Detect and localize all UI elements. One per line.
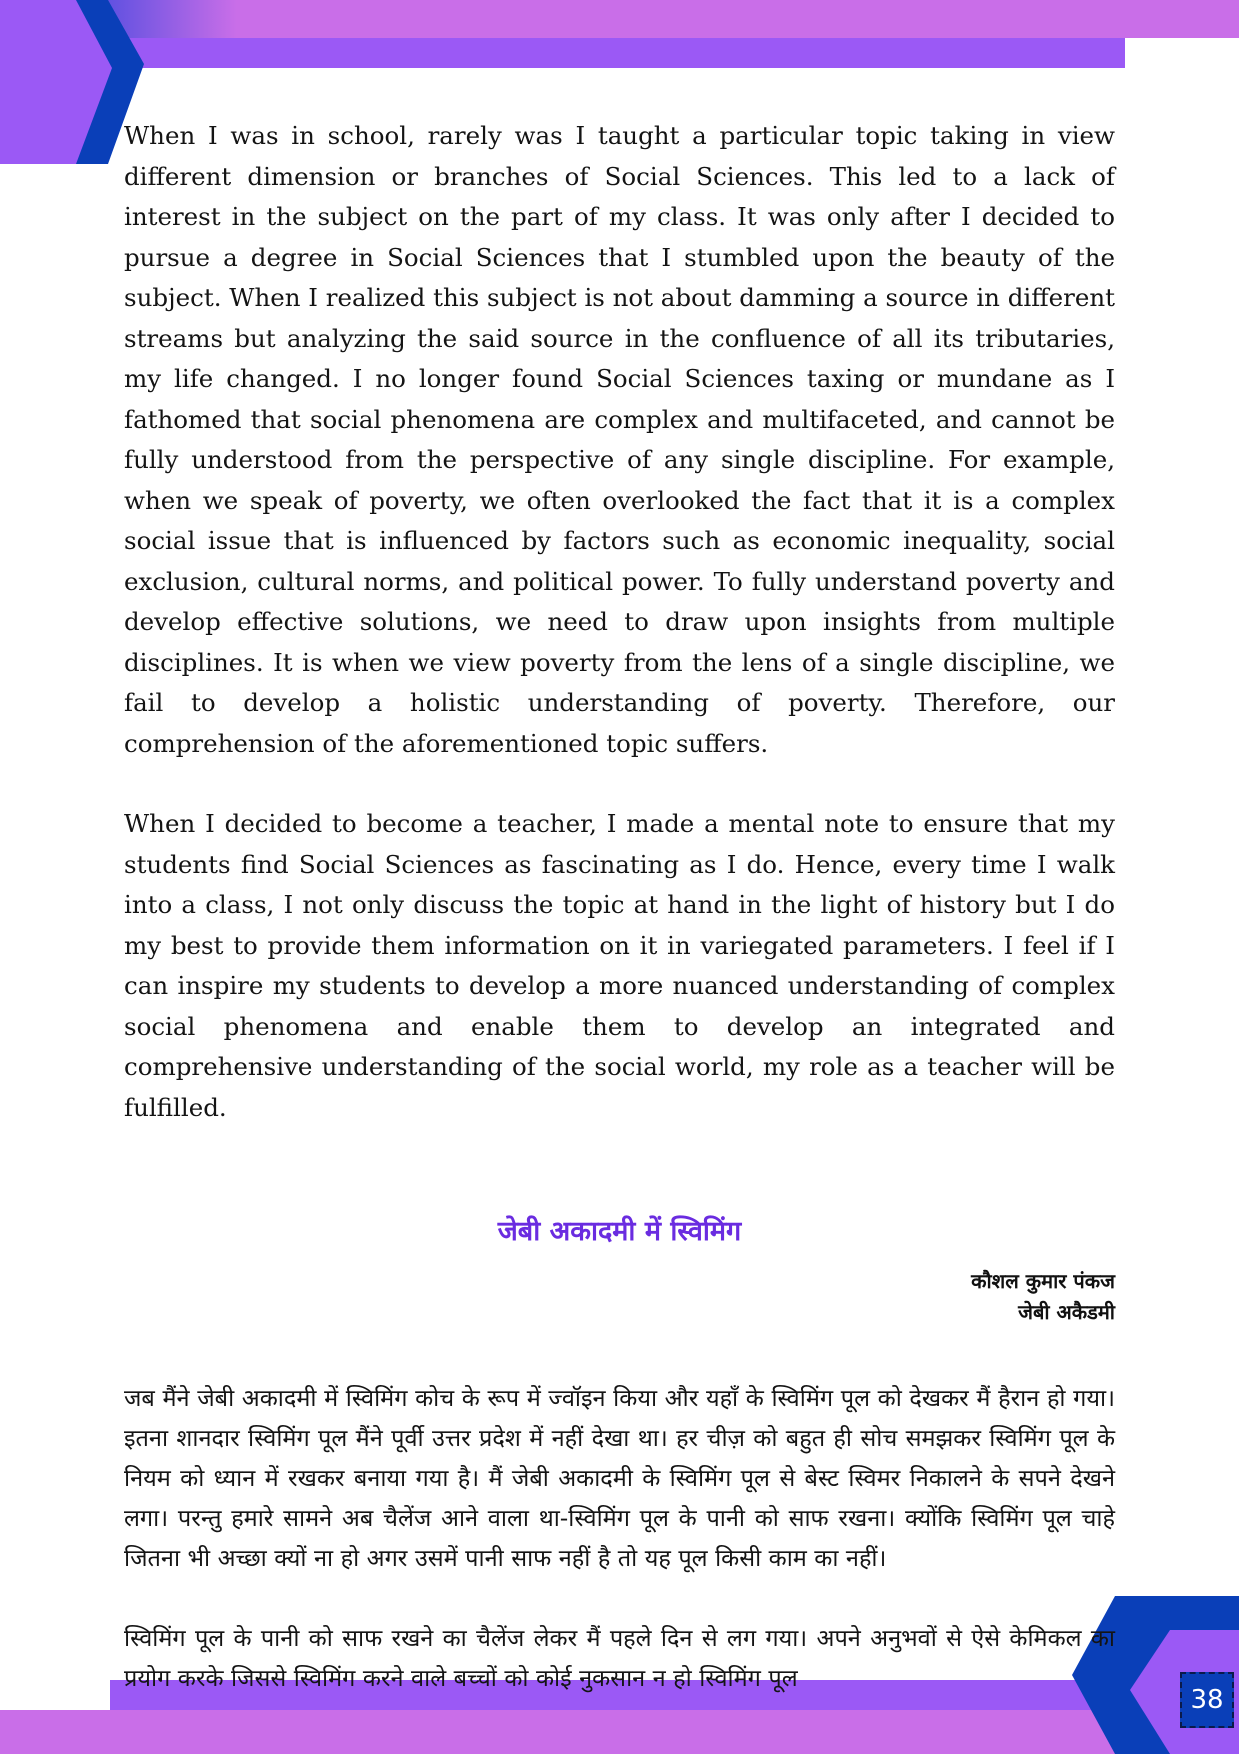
author-organization: जेबी अकैडमी xyxy=(1018,1300,1115,1324)
english-paragraph-1: When I was in school, rarely was I taught a particular topic taking in view different dimension or branches of Social Sciences. This led to a lack of interest in the subject on the part of my class. It was only after I decided to pursue a degree in Social Sciences that I stumbled upon the beauty of the subject. When I realized this subject is not about damming a source in different streams but analyzing the said source in the confluence of all its tributaries, my life changed. I no longer found Social Sciences taxing or mundane as I fathomed that social phenomena are complex and multifaceted, and cannot be fully understood from the perspective of any single discipline. For example, when we speak of poverty, we often overlooked the fact that it is a complex social issue that is influenced by factors such as economic inequality, social exclusion, cultural norms, and political power. To fully understand poverty and develop effective solutions, we need to draw upon insights from multiple disciplines. It is when we view poverty from the lens of a single discipline, we fail to develop a holistic understanding of poverty. Therefore, our comprehension of the aforementioned topic suffers. xyxy=(124,121,1115,758)
english-article xyxy=(124,116,1115,1128)
top-band xyxy=(100,0,1239,38)
bottom-bar-lower xyxy=(0,1710,1160,1754)
page-content xyxy=(124,116,1115,1698)
hindi-paragraph-1: जब मैंने जेबी अकादमी में स्विमिंग कोच के रूप में ज्वॉइन किया और यहाँ के स्विमिंग पूल को देखकर मैं हैरान हो गया। इतना शानदार स्विमिंग पूल मैंने पूर्वी उत्तर प्रदेश में नहीं देखा था। हर चीज़ को बहुत ही सोच समझकर स्विमिंग पूल के नियम को ध्यान में रखकर बनाया गया है। मैं जेबी अकादमी के स्विमिंग पूल से बेस्ट स्विमर निकालने के सपने देखने लगा। परन्तु हमारे सामने अब चैलेंज आने वाला था-स्विमिंग पूल के पानी को साफ रखना। क्योंकि स्विमिंग पूल चाहे जितना भी अच्छा क्यों ना हो अगर उसमें पानी साफ नहीं है तो यह पूल किसी काम का नहीं। xyxy=(124,1384,1115,1572)
hindi-paragraph-2: स्विमिंग पूल के पानी को साफ रखने का चैलेंज लेकर मैं पहले दिन से लग गया। अपने अनुभवों से ऐसे केमिकल का प्रयोग करके जिससे स्विमिंग करने वाले बच्चों को कोई नुकसान न हो स्विमिंग पूल xyxy=(124,1624,1115,1692)
english-paragraph-2: When I decided to become a teacher, I made a mental note to ensure that my students find Social Sciences as fascinating as I do. Hence, every time I walk into a class, I not only discuss the topic at hand in the light of history but I do my best to provide them information on it in variegated parameters. I feel if I can inspire my students to develop a more nuanced understanding of complex social phenomena and enable them to develop an integrated and comprehensive understanding of the social world, my role as a teacher will be fulfilled. xyxy=(124,809,1115,1122)
hindi-article xyxy=(124,1212,1115,1698)
top-bar xyxy=(105,38,1125,68)
hindi-body xyxy=(124,1378,1115,1698)
article-title: जेबी अकादमी में स्विमिंग xyxy=(497,1216,742,1247)
page-number: 38 xyxy=(1180,1672,1234,1728)
author-block xyxy=(124,1266,1115,1328)
author-name: कौशल कुमार पंकज xyxy=(971,1269,1115,1293)
